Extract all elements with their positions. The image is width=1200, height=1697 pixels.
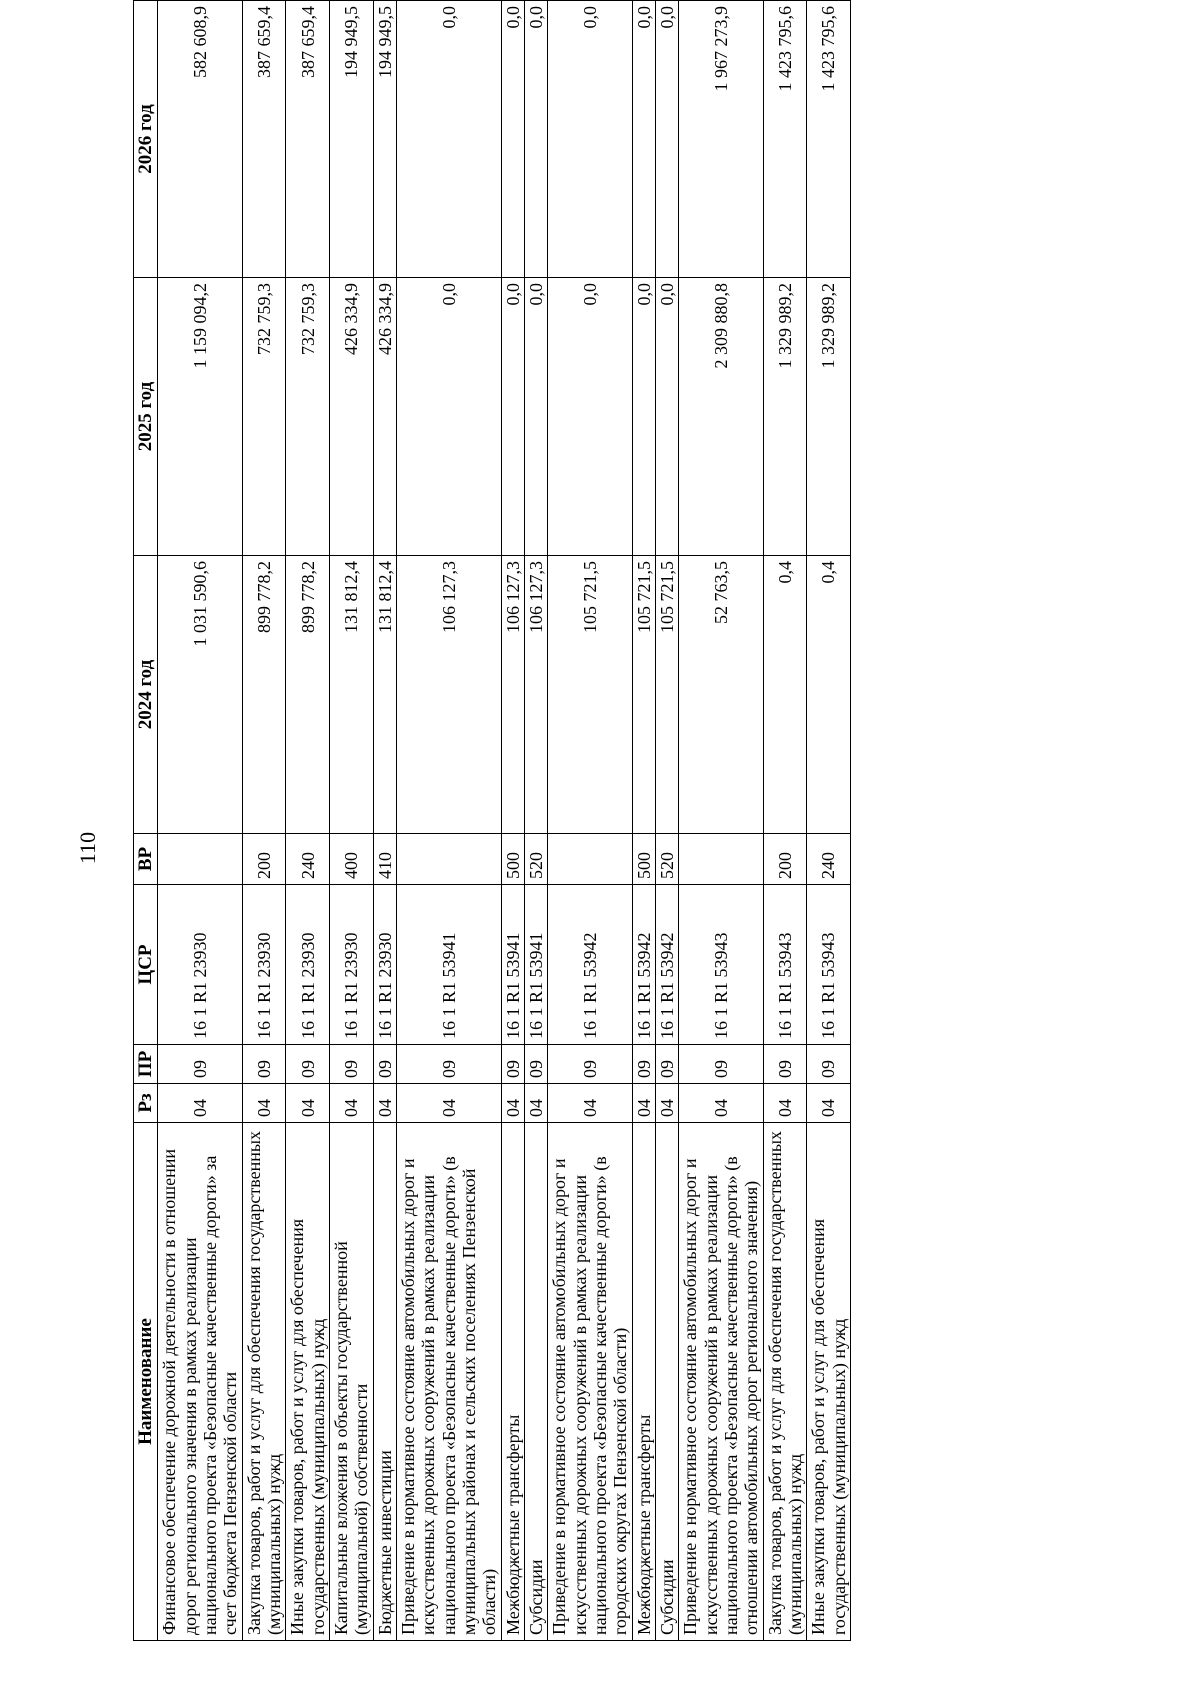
cell-csr: 16 1 R1 23930	[158, 885, 242, 1045]
table-row	[330, 1, 374, 1641]
table-row	[242, 1, 286, 1641]
cell-2024: 106 127,3	[397, 556, 502, 834]
cell-vr: 200	[242, 834, 286, 885]
cell-2024: 899 778,2	[286, 556, 330, 834]
cell-2024: 0,4	[807, 556, 851, 834]
cell-rz: 04	[525, 1084, 548, 1123]
cell-pr: 09	[330, 1045, 374, 1084]
table-row	[373, 1, 396, 1641]
cell-vr: 500	[501, 834, 524, 885]
cell-2024: 1 031 590,6	[158, 556, 242, 834]
header-csr: ЦСР	[134, 885, 158, 1045]
cell-csr: 16 1 R1 53941	[525, 885, 548, 1045]
cell-2025: 0,0	[548, 278, 632, 556]
cell-csr: 16 1 R1 23930	[286, 885, 330, 1045]
table-row	[286, 1, 330, 1641]
cell-2025: 1 329 989,2	[763, 278, 807, 556]
cell-csr: 16 1 R1 53941	[501, 885, 524, 1045]
table-row	[679, 1, 763, 1641]
cell-vr: 520	[525, 834, 548, 885]
cell-pr: 09	[158, 1045, 242, 1084]
cell-rz: 04	[373, 1084, 396, 1123]
cell-name: Бюджетные инвестиции	[373, 1123, 396, 1641]
cell-2025: 1 159 094,2	[158, 278, 242, 556]
cell-rz: 04	[397, 1084, 502, 1123]
table-row	[525, 1, 548, 1641]
page-number: 110	[75, 831, 100, 865]
table-row	[763, 1, 807, 1641]
header-2025: 2025 год	[134, 278, 158, 556]
cell-pr: 09	[679, 1045, 763, 1084]
cell-vr: 400	[330, 834, 374, 885]
cell-name: Приведение в нормативное состояние автомобильных дорог и искусственных дорожных сооружений в рамках реализации национального проекта «Безопасные качественные дороги» (в муниципальных районах и сельских поселениях Пензенской области)	[397, 1123, 502, 1641]
cell-2025: 0,0	[501, 278, 524, 556]
cell-rz: 04	[763, 1084, 807, 1123]
header-2026: 2026 год	[134, 1, 158, 278]
cell-2026: 1 423 795,6	[807, 1, 851, 278]
cell-csr: 16 1 R1 23930	[330, 885, 374, 1045]
header-name: Наименование	[134, 1123, 158, 1641]
cell-rz: 04	[807, 1084, 851, 1123]
cell-2025: 1 329 989,2	[807, 278, 851, 556]
cell-rz: 04	[242, 1084, 286, 1123]
cell-pr: 09	[632, 1045, 655, 1084]
cell-vr: 410	[373, 834, 396, 885]
cell-2026: 387 659,4	[286, 1, 330, 278]
cell-2025: 0,0	[525, 278, 548, 556]
cell-name: Субсидии	[656, 1123, 679, 1641]
cell-2026: 0,0	[656, 1, 679, 278]
header-vr: ВР	[134, 834, 158, 885]
cell-pr: 09	[242, 1045, 286, 1084]
cell-csr: 16 1 R1 53942	[656, 885, 679, 1045]
cell-rz: 04	[656, 1084, 679, 1123]
cell-2025: 426 334,9	[330, 278, 374, 556]
cell-2024: 52 763,5	[679, 556, 763, 834]
cell-csr: 16 1 R1 23930	[373, 885, 396, 1045]
cell-2026: 0,0	[501, 1, 524, 278]
cell-vr	[548, 834, 632, 885]
cell-2025: 0,0	[656, 278, 679, 556]
cell-2024: 106 127,3	[501, 556, 524, 834]
cell-2026: 194 949,5	[373, 1, 396, 278]
cell-pr: 09	[373, 1045, 396, 1084]
cell-2025: 0,0	[397, 278, 502, 556]
cell-2025: 732 759,3	[286, 278, 330, 556]
cell-2026: 0,0	[632, 1, 655, 278]
cell-vr: 520	[656, 834, 679, 885]
cell-2024: 105 721,5	[632, 556, 655, 834]
cell-2024: 131 812,4	[373, 556, 396, 834]
cell-2024: 131 812,4	[330, 556, 374, 834]
cell-name: Межбюджетные трансферты	[501, 1123, 524, 1641]
cell-2026: 0,0	[548, 1, 632, 278]
cell-name: Иные закупки товаров, работ и услуг для обеспечения государственных (муниципальных) нужд	[807, 1123, 851, 1641]
cell-pr: 09	[548, 1045, 632, 1084]
cell-pr: 09	[525, 1045, 548, 1084]
header-2024: 2024 год	[134, 556, 158, 834]
table-body	[158, 1, 851, 1641]
cell-2026: 0,0	[397, 1, 502, 278]
cell-2024: 0,4	[763, 556, 807, 834]
cell-2026: 1 967 273,9	[679, 1, 763, 278]
cell-name: Закупка товаров, работ и услуг для обеспечения государственных (муниципальных) нужд	[242, 1123, 286, 1641]
cell-2026: 387 659,4	[242, 1, 286, 278]
table-row	[807, 1, 851, 1641]
cell-rz: 04	[632, 1084, 655, 1123]
cell-2026: 0,0	[525, 1, 548, 278]
cell-rz: 04	[548, 1084, 632, 1123]
budget-table	[133, 0, 851, 1641]
cell-name: Субсидии	[525, 1123, 548, 1641]
cell-vr: 200	[763, 834, 807, 885]
table-row	[158, 1, 242, 1641]
cell-pr: 09	[763, 1045, 807, 1084]
cell-2025: 426 334,9	[373, 278, 396, 556]
cell-csr: 16 1 R1 53943	[679, 885, 763, 1045]
cell-pr: 09	[397, 1045, 502, 1084]
header-rz: Рз	[134, 1084, 158, 1123]
cell-name: Приведение в нормативное состояние автомобильных дорог и искусственных дорожных сооружений в рамках реализации национального проекта «Безопасные качественные дороги» (в отношении автомобильных дорог регионального значения)	[679, 1123, 763, 1641]
cell-csr: 16 1 R1 53943	[807, 885, 851, 1045]
cell-pr: 09	[807, 1045, 851, 1084]
cell-2024: 105 721,5	[548, 556, 632, 834]
cell-rz: 04	[158, 1084, 242, 1123]
cell-2025: 732 759,3	[242, 278, 286, 556]
cell-2024: 105 721,5	[656, 556, 679, 834]
cell-vr	[158, 834, 242, 885]
cell-csr: 16 1 R1 23930	[242, 885, 286, 1045]
cell-pr: 09	[286, 1045, 330, 1084]
cell-csr: 16 1 R1 53941	[397, 885, 502, 1045]
cell-2026: 194 949,5	[330, 1, 374, 278]
cell-name: Иные закупки товаров, работ и услуг для обеспечения государственных (муниципальных) нужд	[286, 1123, 330, 1641]
header-row	[134, 1, 158, 1641]
cell-vr: 240	[286, 834, 330, 885]
cell-rz: 04	[501, 1084, 524, 1123]
cell-vr	[679, 834, 763, 885]
cell-rz: 04	[330, 1084, 374, 1123]
table-row	[548, 1, 632, 1641]
cell-pr: 09	[656, 1045, 679, 1084]
cell-2024: 106 127,3	[525, 556, 548, 834]
cell-csr: 16 1 R1 53943	[763, 885, 807, 1045]
cell-2024: 899 778,2	[242, 556, 286, 834]
cell-csr: 16 1 R1 53942	[548, 885, 632, 1045]
cell-csr: 16 1 R1 53942	[632, 885, 655, 1045]
cell-vr: 240	[807, 834, 851, 885]
cell-2026: 582 608,9	[158, 1, 242, 278]
cell-rz: 04	[286, 1084, 330, 1123]
cell-vr	[397, 834, 502, 885]
cell-name: Межбюджетные трансферты	[632, 1123, 655, 1641]
cell-vr: 500	[632, 834, 655, 885]
cell-name: Капитальные вложения в объекты государственной (муниципальной) собственности	[330, 1123, 374, 1641]
cell-rz: 04	[679, 1084, 763, 1123]
cell-pr: 09	[501, 1045, 524, 1084]
header-pr: ПР	[134, 1045, 158, 1084]
cell-2025: 2 309 880,8	[679, 278, 763, 556]
table-row	[397, 1, 502, 1641]
cell-name: Приведение в нормативное состояние автомобильных дорог и искусственных дорожных сооружений в рамках реализации национального проекта «Безопасные качественные дороги» (в городских округах Пензенской области)	[548, 1123, 632, 1641]
cell-name: Финансовое обеспечение дорожной деятельности в отношении дорог регионального значения в рамках реализации национального проекта «Безопасные качественные дороги» за счет бюджета Пензенской области	[158, 1123, 242, 1641]
table-row	[656, 1, 679, 1641]
cell-name: Закупка товаров, работ и услуг для обеспечения государственных (муниципальных) нужд	[763, 1123, 807, 1641]
cell-2026: 1 423 795,6	[763, 1, 807, 278]
cell-2025: 0,0	[632, 278, 655, 556]
table-row	[501, 1, 524, 1641]
table-row	[632, 1, 655, 1641]
